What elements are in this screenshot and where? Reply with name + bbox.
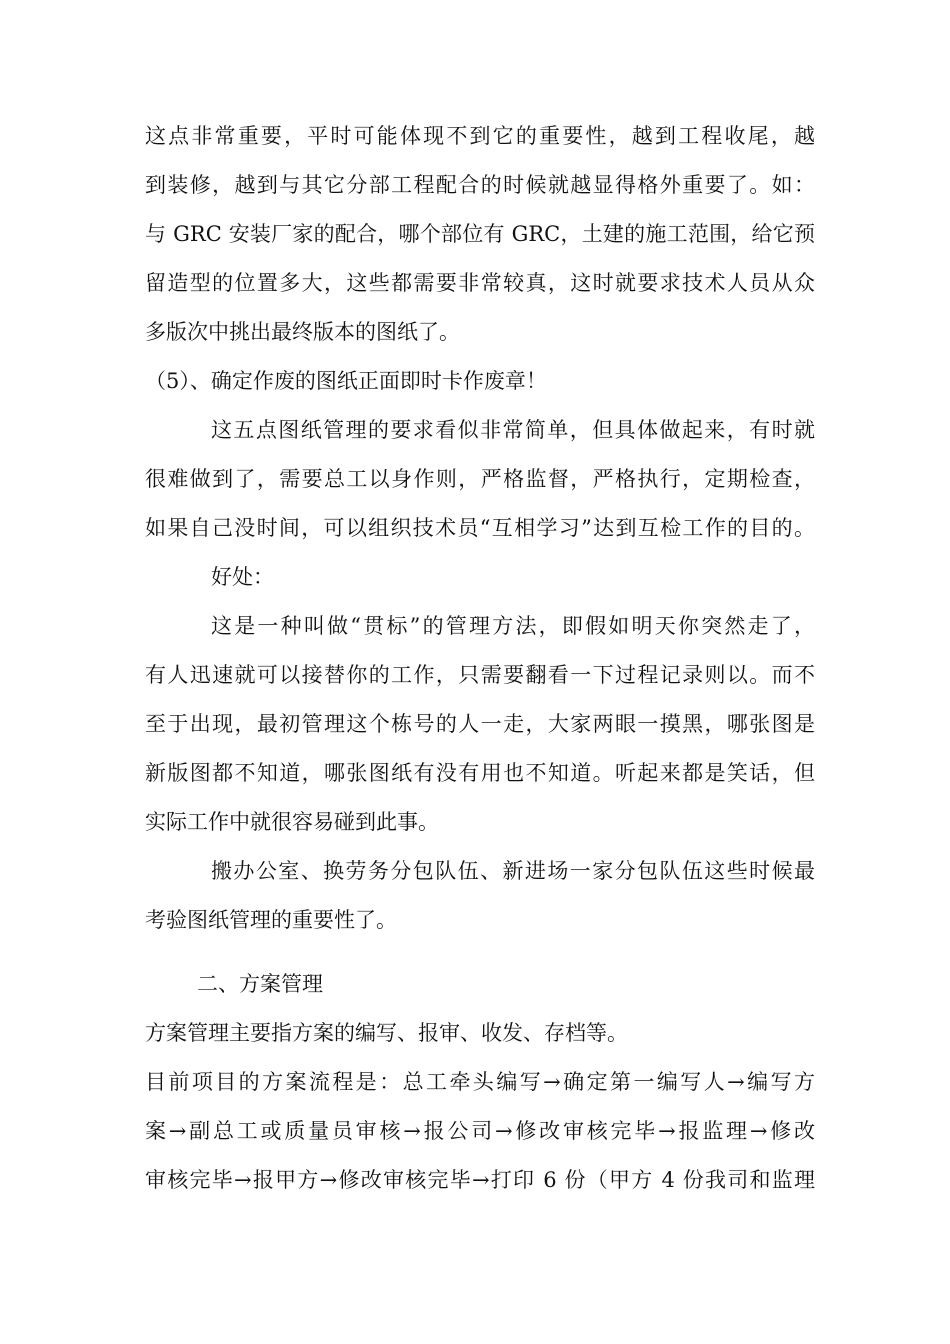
paragraph-line-5: 多版次中挑出最终版本的图纸了。 xyxy=(145,320,460,344)
paragraph-line-1: 这点非常重要，平时可能体现不到它的重要性，越到工程收尾，越 xyxy=(145,124,815,148)
paragraph-line-9: 如果自己没时间，可以组织技术员“互相学习”达到互检工作的目的。 xyxy=(145,516,815,540)
paragraph-line-11: 这是一种叫做“贯标”的管理方法，即假如明天你突然走了， xyxy=(211,614,815,638)
paragraph-line-19: 方案管理主要指方案的编写、报审、收发、存档等。 xyxy=(145,1021,628,1045)
paragraph-line-4: 留造型的位置多大，这些都需要非常较真，这时就要求技术人员从众 xyxy=(145,271,815,295)
paragraph-line-7: 这五点图纸管理的要求看似非常简单，但具体做起来，有时就 xyxy=(211,418,815,442)
paragraph-line-8: 很难做到了，需要总工以身作则，严格监督，严格执行，定期检查， xyxy=(145,467,815,491)
benefits-heading: 好处： xyxy=(211,565,274,589)
paragraph-line-14: 新版图都不知道，哪张图纸有没有用也不知道。听起来都是笑话，但 xyxy=(145,761,815,785)
paragraph-line-21: 案→副总工或质量员审核→报公司→修改审核完毕→报监理→修改 xyxy=(145,1119,815,1143)
paragraph-line-2: 到装修，越到与其它分部工程配合的时候就越显得格外重要了。如： xyxy=(145,173,815,197)
paragraph-line-13: 至于出现，最初管理这个栋号的人一走，大家两眼一摸黑，哪张图是 xyxy=(145,712,815,736)
paragraph-line-17: 考验图纸管理的重要性了。 xyxy=(145,908,397,932)
paragraph-line-16: 搬办公室、换劳务分包队伍、新进场一家分包队伍这些时候最 xyxy=(211,859,815,883)
paragraph-line-12: 有人迅速就可以接替你的工作，只需要翻看一下过程记录则以。而不 xyxy=(145,663,815,687)
section-heading: 二、方案管理 xyxy=(197,972,323,996)
paragraph-line-20: 目前项目的方案流程是：总工牵头编写→确定第一编写人→编写方 xyxy=(145,1070,815,1094)
list-item-5: （5）、确定作废的图纸正面即时卡作废章！ xyxy=(145,369,547,393)
paragraph-line-22: 审核完毕→报甲方→修改审核完毕→打印 6 份（甲方 4 份我司和监理 xyxy=(145,1168,815,1192)
paragraph-line-3: 与 GRC 安装厂家的配合，哪个部位有 GRC，土建的施工范围，给它预 xyxy=(145,222,815,246)
paragraph-line-15: 实际工作中就很容易碰到此事。 xyxy=(145,810,439,834)
